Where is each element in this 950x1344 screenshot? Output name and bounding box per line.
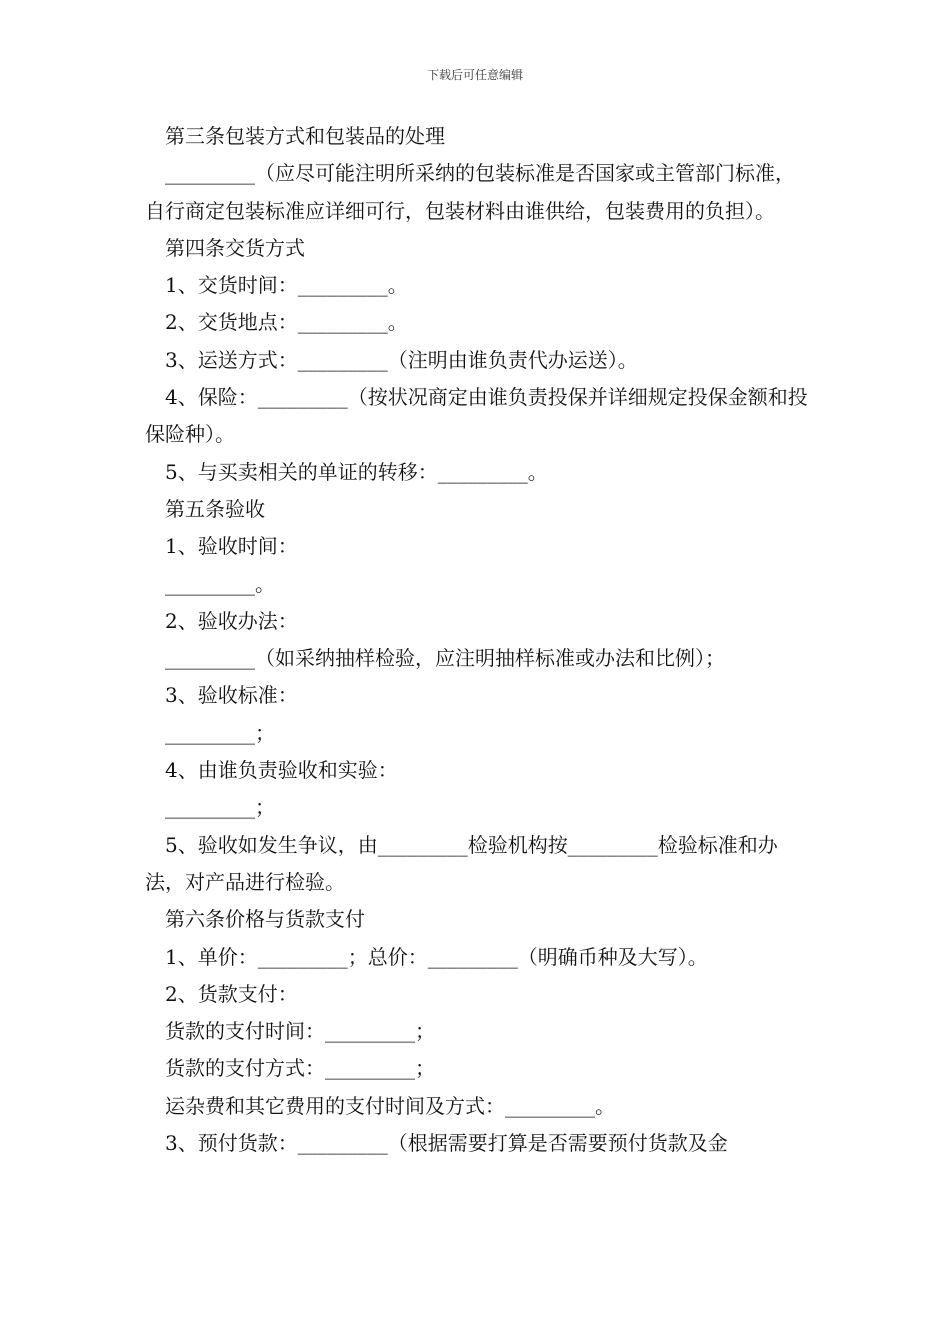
section-6-title: 第六条价格与货款支付 <box>165 907 365 932</box>
section-6-item-1: 1、单价：_________；总价：_________（明确币种及大写）。 <box>165 944 708 969</box>
section-3-title: 第三条包装方式和包装品的处理 <box>165 124 445 148</box>
page-header-note: 下载后可任意编辑 <box>426 68 523 82</box>
section-6-item-2: 2、货款支付： <box>165 981 298 1006</box>
section-4-title: 第四条交货方式 <box>165 235 305 260</box>
section-6-item-2-time: 货款的支付时间：_________； <box>165 1019 435 1044</box>
section-6-item-2-fees: 运杂费和其它费用的支付时间及方式：_________。 <box>165 1093 615 1118</box>
section-5-item-2-label: 2、验收办法： <box>165 608 298 633</box>
section-3-body: _________（应尽可能注明所采纳的包装标准是否国家或主管部门标准，自行商定包装标准应详细可行，包装材料由谁供给，包装费用的负担）。 <box>145 161 795 223</box>
section-4-item-4: 4、保险：_________（按状况商定由谁负责投保并详细规定投保金额和投保险种）。 <box>145 385 808 447</box>
section-5-title: 第五条验收 <box>165 496 265 521</box>
section-4-item-5: 5、与买卖相关的单证的转移：_________。 <box>165 459 548 484</box>
section-6-item-2-method: 货款的支付方式：_________； <box>165 1056 435 1081</box>
section-4-item-1: 1、交货时间：_________。 <box>165 273 408 298</box>
section-5-item-1-blank: _________。 <box>165 571 275 596</box>
section-5-item-3-blank: _________； <box>165 720 275 745</box>
section-5-item-4-label: 4、由谁负责验收和实验： <box>165 758 398 783</box>
section-5-item-1-label: 1、验收时间： <box>165 534 298 559</box>
section-4-item-3: 3、运送方式：_________（注明由谁负责代办运送）。 <box>165 347 638 372</box>
section-6-item-3: 3、预付货款：_________（根据需要打算是否需要预付货款及金 <box>165 1131 728 1156</box>
section-5-item-4-blank: _________； <box>165 795 275 820</box>
section-5-item-5: 5、验收如发生争议，由_________检验机构按_________检验标准和办法，对产品进行检验。 <box>145 832 778 894</box>
document-body <box>145 118 810 1162</box>
section-5-item-3-label: 3、验收标准： <box>165 683 298 708</box>
section-4-item-2: 2、交货地点：_________。 <box>165 310 408 335</box>
section-5-item-2-blank: _________（如采纳抽样检验，应注明抽样标准或办法和比例）； <box>165 646 725 671</box>
